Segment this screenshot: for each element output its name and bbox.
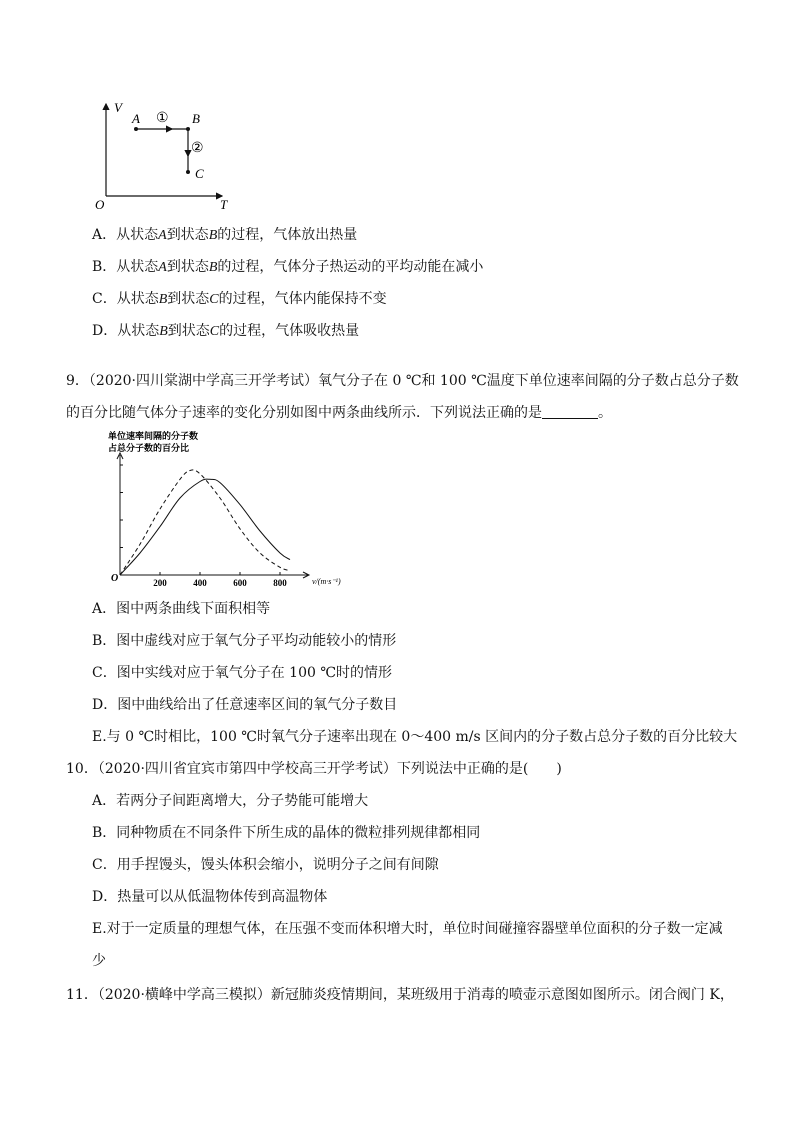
q9-option-b: B．图中虚线对应于氧气分子平均动能较小的情形 <box>92 633 397 649</box>
q11-stem: 11．（2020·横峰中学高三模拟）新冠肺炎疫情期间，某班级用于消毒的喷壶示意图如图所示。闭合阀门 K， <box>66 987 734 1003</box>
speed-distribution-chart <box>108 428 358 588</box>
q10-stem: 10．（2020·四川省宜宾市第四中学校高三开学考试）下列说法中正确的是( ) <box>66 761 562 777</box>
chart-series-solid-curve <box>120 479 290 575</box>
q9-stem-line2: 的百分比随气体分子速率的变化分别如图中两条曲线所示．下列说法正确的是 。 <box>66 405 612 421</box>
q10-option-e-cont: 少 <box>92 953 106 969</box>
q8-option-a: A．从状态A到状态B的过程，气体放出热量 <box>92 227 358 243</box>
chart-x-tick-label-200: 200 <box>153 578 167 588</box>
q10-option-a: A．若两分子间距离增大，分子势能可能增大 <box>92 793 369 809</box>
q9-number: 9． <box>66 373 89 389</box>
vt-diagram <box>92 98 242 213</box>
q10-option-d: D．热量可以从低温物体传到高温物体 <box>92 889 328 905</box>
q9-source: （2020·四川棠湖中学高三开学考试） <box>88 373 319 389</box>
chart-x-tick-label-400: 400 <box>193 578 207 588</box>
label-a: A <box>132 111 140 126</box>
origin-label: O <box>95 197 105 212</box>
q9-stem-line1: 9．（2020·四川棠湖中学高三开学考试）氧气分子在 0 ℃和 100 ℃温度下单位速率间隔的分子数占总分子数 <box>66 373 739 389</box>
step-2-label: ② <box>191 141 204 156</box>
chart-x-tick-label-600: 600 <box>233 578 247 588</box>
q10-number: 10． <box>66 761 98 777</box>
chart-xlabel: v/(m·s⁻¹) <box>312 577 341 586</box>
chart-ylabel-1: 单位速率间隔的分子数 <box>108 432 199 442</box>
q10-option-e: E.对于一定质量的理想气体，在压强不变而体积增大时，单位时间碰撞容器壁单位面积的分子数一定减 <box>92 921 723 937</box>
chart-series-dashed-curve <box>120 470 290 575</box>
chart-x-ticks <box>153 572 287 588</box>
label-c: C <box>195 166 204 181</box>
q8-option-b: B．从状态A到状态B的过程，气体分子热运动的平均动能在减小 <box>92 259 484 275</box>
q10-option-c: C．用手捏馒头，馒头体积会缩小，说明分子之间有间隙 <box>92 857 439 873</box>
t-axis-label: T <box>220 197 228 212</box>
q11-source: （2020·横峰中学高三模拟） <box>97 987 271 1003</box>
q8-option-c: C．从状态B到状态C的过程，气体内能保持不变 <box>92 291 387 307</box>
q8-option-d: D．从状态B到状态C的过程，气体吸收热量 <box>92 323 360 339</box>
q9-option-e: E.与 0 ℃时相比，100 ℃时氧气分子速率出现在 0～400 m/s 区间内的分子数占总分子数的百分比较大 <box>92 729 738 745</box>
chart-x-tick-label-800: 800 <box>273 578 287 588</box>
chart-ylabel-2: 占总分子数的百分比 <box>108 444 190 454</box>
answer-blank <box>542 404 598 419</box>
step-1-label: ① <box>156 111 169 126</box>
q9-option-d: D．图中曲线给出了任意速率区间的氧气分子数目 <box>92 697 398 713</box>
q11-number: 11． <box>66 987 98 1003</box>
v-axis-label: V <box>114 100 122 115</box>
chart-origin: O <box>111 573 119 584</box>
label-b: B <box>192 111 200 126</box>
q10-source: （2020·四川省宜宾市第四中学校高三开学考试） <box>97 761 397 777</box>
q9-option-a: A．图中两条曲线下面积相等 <box>92 601 271 617</box>
chart-series <box>120 470 290 575</box>
q10-option-b: B．同种物质在不同条件下所生成的晶体的微粒排列规律都相同 <box>92 825 481 841</box>
q9-option-c: C．图中实线对应于氧气分子在 100 ℃时的情形 <box>92 665 392 681</box>
